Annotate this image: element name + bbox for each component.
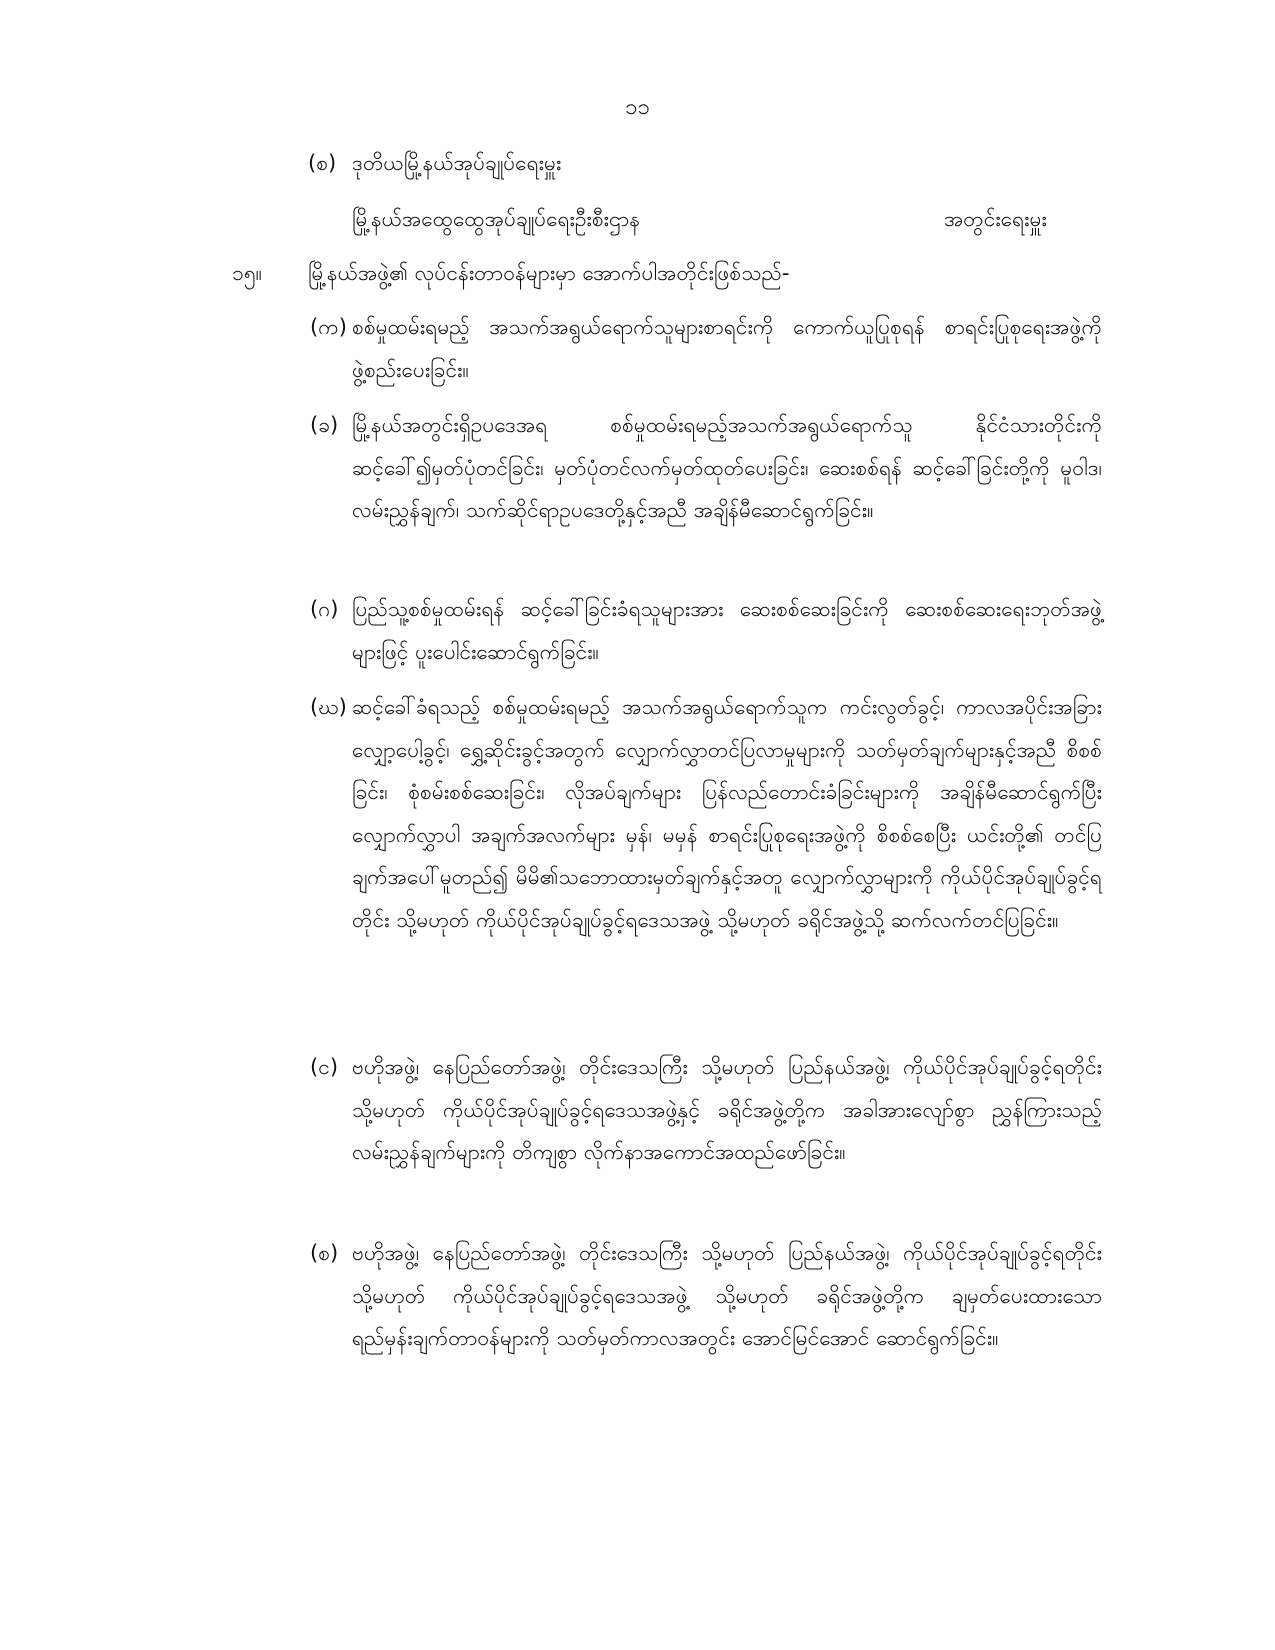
item-marker: (င) — [310, 1055, 339, 1079]
page-number: ၁၁ — [625, 95, 650, 120]
top-item-role: အတွင်းရေးမှူး — [944, 207, 1047, 231]
top-item-office: မြို့နယ်အထွေထွေအုပ်ချုပ်ရေးဦးစီးဌာန — [352, 207, 641, 231]
item-text: ဆင့်ခေါ်ခံရသည့် စစ်မှုထမ်းရမည့် အသက်အရွယ်ရောက်သူက ကင်းလွတ်ခွင့်၊ ကာလအပိုင်းအခြားလျှော့ပေါ့ခွင့်၊ ရွှေ့ဆိုင်းခွင့်အတွက် လျှောက်လွှာတင်ပြလာမှုများကို သတ်မှတ်ချက်များနှင့်အညီ စိစစ်ခြင်း၊ စုံစမ်းစစ်ဆေးခြင်း၊ လိုအပ်ချက်များ ပြန်လည်တောင်းခံခြင်းများကို အချိန်မီဆောင်ရွက်ပြီး လျှောက်လွှာပါ အချက်အလက်များ မှန်၊ မမှန် စာရင်းပြုစုရေးအဖွဲ့ကို စိစစ်စေပြီး ယင်းတို့၏ တင်ပြချက်အပေါ်မူတည်၍ မိမိ၏သဘောထားမှတ်ချက်နှင့်အတူ လျှောက်လွှာများကို ကိုယ်ပိုင်အုပ်ချုပ်ခွင့်ရတိုင်း သို့မဟုတ် ကိုယ်ပိုင်အုပ်ချုပ်ခွင့်ရဒေသအဖွဲ့ သို့မဟုတ် ခရိုင်အဖွဲ့သို့ ဆက်လက်တင်ပြခြင်း။ — [352, 695, 1102, 932]
section-number: ၁၅။ — [232, 261, 262, 285]
item-text: ဗဟိုအဖွဲ့၊ နေပြည်တော်အဖွဲ့၊ တိုင်းဒေသကြီး သို့မဟုတ် ပြည်နယ်အဖွဲ့၊ ကိုယ်ပိုင်အုပ်ချုပ်ခွင့်ရတိုင်း သို့မဟုတ် ကိုယ်ပိုင်အုပ်ချုပ်ခွင့်ရဒေသအဖွဲ့ သို့မဟုတ် ခရိုင်အဖွဲ့တို့က ချမှတ်ပေးထားသော ရည်မှန်းချက်တာဝန်များကို သတ်မှတ်ကာလအတွင်း အောင်မြင်အောင် ဆောင်ရွက်ခြင်း။ — [352, 1241, 1102, 1350]
item-marker: (က) — [310, 315, 347, 339]
item-marker: (ခ) — [310, 413, 339, 437]
item-marker: (စ) — [310, 1241, 339, 1265]
section-heading: မြို့နယ်အဖွဲ့၏ လုပ်ငန်းတာဝန်များမှာ အောက်ပါအတိုင်းဖြစ်သည်- — [308, 261, 790, 285]
item-text: စစ်မှုထမ်းရမည့် အသက်အရွယ်ရောက်သူများစာရင်းကို ကောက်ယူပြုစုရန် စာရင်းပြုစုရေးအဖွဲ့ကို ဖွဲ့စည်းပေးခြင်း။ — [352, 315, 1102, 382]
item-text: ဗဟိုအဖွဲ့၊ နေပြည်တော်အဖွဲ့၊ တိုင်းဒေသကြီး သို့မဟုတ် ပြည်နယ်အဖွဲ့၊ ကိုယ်ပိုင်အုပ်ချုပ်ခွင့်ရတိုင်း သို့မဟုတ် ကိုယ်ပိုင်အုပ်ချုပ်ခွင့်ရဒေသအဖွဲ့နှင့် ခရိုင်အဖွဲ့တို့က အခါအားလျော်စွာ ညွှန်ကြားသည့်လမ်းညွှန်ချက်များကို တိကျစွာ လိုက်နာအကောင်အထည်ဖော်ခြင်း။ — [352, 1055, 1102, 1164]
top-item-marker: (စ) — [308, 151, 337, 175]
item-marker: (ဃ) — [310, 695, 347, 719]
top-item-title: ဒုတိယမြို့နယ်အုပ်ချုပ်ရေးမှူး — [352, 151, 562, 175]
item-text: မြို့နယ်အတွင်းရှိဥပဒေအရ စစ်မှုထမ်းရမည့်အသက်အရွယ်ရောက်သူ နိုင်ငံသားတိုင်းကို ဆင့်ခေါ်၍မှတ်ပုံတင်ခြင်း၊ မှတ်ပုံတင်လက်မှတ်ထုတ်ပေးခြင်း၊ ဆေးစစ်ရန် ဆင့်ခေါ်ခြင်းတို့ကို မူဝါဒ၊ လမ်းညွှန်ချက်၊ သက်ဆိုင်ရာဥပဒေတို့နှင့်အညီ အချိန်မီဆောင်ရွက်ခြင်း။ — [352, 413, 1102, 522]
item-marker: (ဂ) — [310, 597, 339, 621]
item-text: ပြည်သူ့စစ်မှုထမ်းရန် ဆင့်ခေါ်ခြင်းခံရသူများအား ဆေးစစ်ဆေးခြင်းကို ဆေးစစ်ဆေးရေးဘုတ်အဖွဲ့များဖြင့် ပူးပေါင်းဆောင်ရွက်ခြင်း။ — [352, 597, 1102, 664]
